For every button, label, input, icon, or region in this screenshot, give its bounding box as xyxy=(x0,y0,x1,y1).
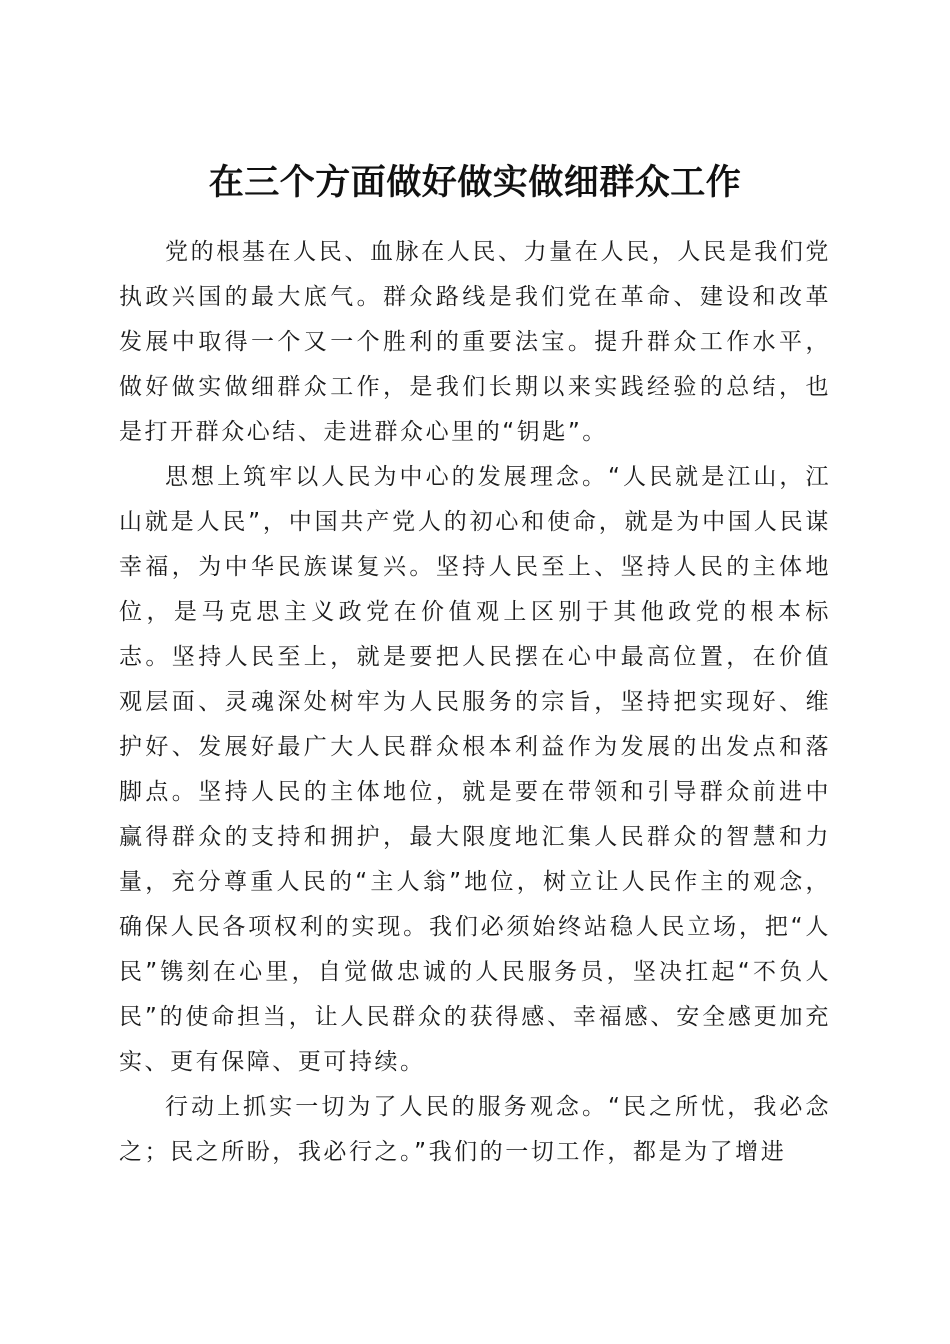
paragraph: 思想上筑牢以人民为中心的发展理念。“人民就是江山，江山就是人民”，中国共产党人的初心和使命，就是为中国人民谋幸福，为中华民族谋复兴。坚持人民至上、坚持人民的主体地位，是马克思主义政党在价值观上区别于其他政党的根本标志。坚持人民至上，就是要把人民摆在心中最高位置，在价值观层面、灵魂深处树牢为人民服务的宗旨，坚持把实现好、维护好、发展好最广大人民群众根本利益作为发展的出发点和落脚点。坚持人民的主体地位，就是要在带领和引导群众前进中赢得群众的支持和拥护，最大限度地汇集人民群众的智慧和力量，充分尊重人民的“主人翁”地位，树立让人民作主的观念，确保人民各项权利的实现。我们必须始终站稳人民立场，把“人民”镌刻在心里，自觉做忠诚的人民服务员，坚决扛起“不负人民”的使命担当，让人民群众的获得感、幸福感、安全感更加充实、更有保障、更可持续。 xyxy=(119,464,831,1075)
document-title: 在三个方面做好做实做细群众工作 xyxy=(208,162,742,204)
document-body xyxy=(119,230,831,1175)
paragraph: 党的根基在人民、血脉在人民、力量在人民，人民是我们党执政兴国的最大底气。群众路线是我们党在革命、建设和改革发展中取得一个又一个胜利的重要法宝。提升群众工作水平，做好做实做细群众工作，是我们长期以来实践经验的总结，也是打开群众心结、走进群众心里的“钥匙”。 xyxy=(119,239,831,445)
paragraph: 行动上抓实一切为了人民的服务观念。“民之所忧，我必念之；民之所盼，我必行之。”我们的一切工作，都是为了增进 xyxy=(119,1094,831,1165)
